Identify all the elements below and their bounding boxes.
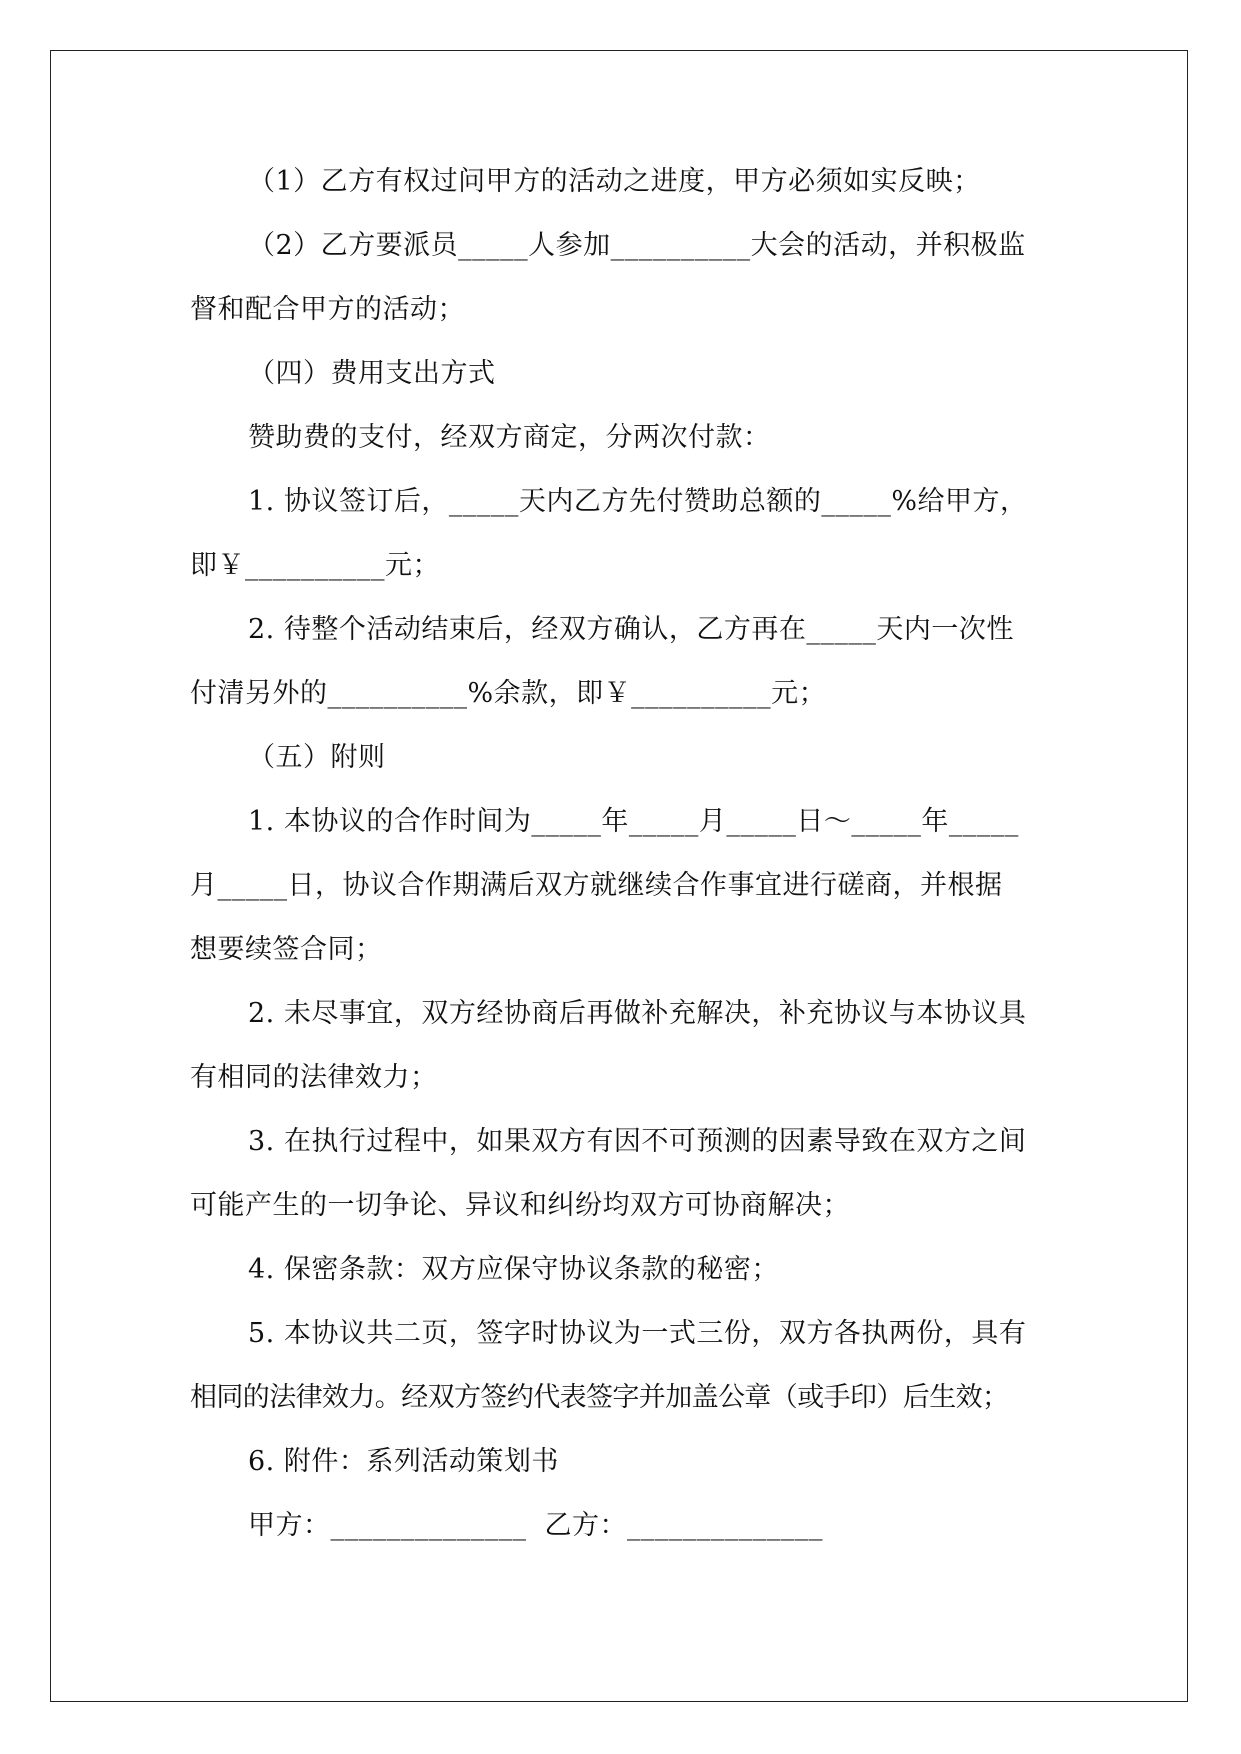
document-body: [190, 150, 1060, 1558]
clause-line: 月_____日，协议合作期满后双方就继续合作事宜进行磋商，并根据: [190, 870, 1003, 901]
clause-line: 1. 协议签订后，_____天内乙方先付赞助总额的_____%给甲方，: [248, 486, 1028, 517]
clause-line: 可能产生的一切争论、异议和纠纷均双方可协商解决；: [190, 1190, 850, 1221]
clause-line: 付清另外的__________%余款，即￥__________元；: [190, 678, 827, 709]
clause-line: 督和配合甲方的活动；: [190, 294, 465, 325]
signature-row: [190, 1494, 1060, 1558]
clause-line: 4. 保密条款：双方应保守协议条款的秘密；: [248, 1254, 779, 1285]
clause-line: 相同的法律效力。经双方签约代表签字并加盖公章（或手印）后生效；: [190, 1382, 1009, 1413]
clause-line: 3. 在执行过程中，如果双方有因不可预测的因素导致在双方之间: [248, 1126, 1027, 1157]
clause-line: 1. 本协议的合作时间为_____年_____月_____日～_____年_____: [248, 806, 1019, 837]
clause-line: 即￥__________元；: [190, 550, 440, 581]
party-a-signature: 甲方：______________: [248, 1510, 527, 1541]
clause-line: （2）乙方要派员_____人参加__________大会的活动，并积极监: [248, 230, 1026, 261]
clause-line: 想要续签合同；: [190, 934, 383, 965]
clause-line: 2. 待整个活动结束后，经双方确认，乙方再在_____天内一次性: [248, 614, 1014, 645]
section-heading: （四）费用支出方式: [248, 358, 496, 389]
clause-line: 2. 未尽事宜，双方经协商后再做补充解决，补充协议与本协议具: [248, 998, 1027, 1029]
clause-line: 5. 本协议共二页，签字时协议为一式三份，双方各执两份，具有: [248, 1318, 1027, 1349]
clause-line: 有相同的法律效力；: [190, 1062, 438, 1093]
clause-line: 赞助费的支付，经双方商定，分两次付款：: [248, 422, 771, 453]
party-b-signature: 乙方：______________: [544, 1510, 823, 1541]
clause-line: 6. 附件：系列活动策划书: [248, 1446, 559, 1477]
clause-line: （1）乙方有权过问甲方的活动之进度，甲方必须如实反映；: [248, 166, 981, 197]
section-heading: （五）附则: [248, 742, 386, 773]
